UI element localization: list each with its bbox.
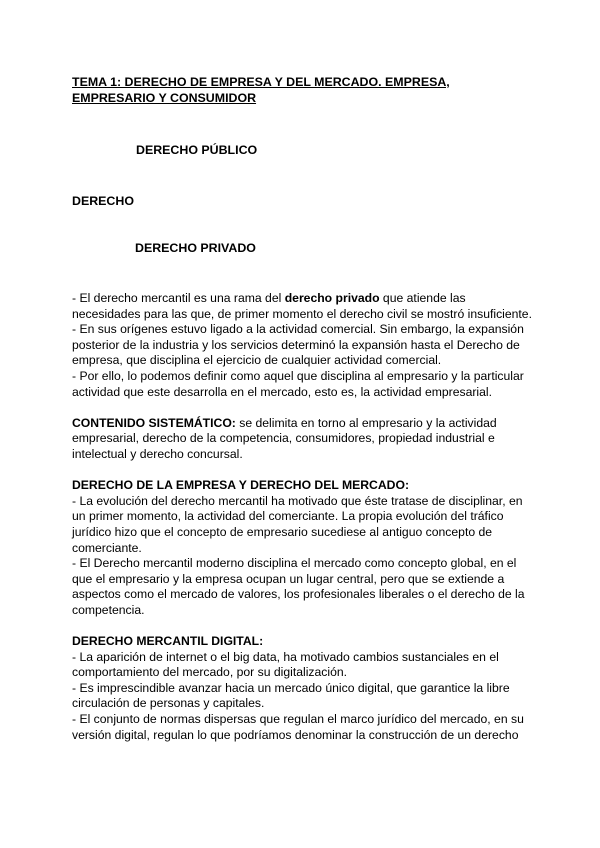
digital-paragraph-2: - Es imprescindible avanzar hacia un mercado único digital, que garantice la libre circulación de personas y capitales.	[72, 680, 510, 711]
digital-heading: DERECHO MERCANTIL DIGITAL:	[72, 634, 264, 649]
digital-paragraph-3: - El conjunto de normas dispersas que regulan el marco jurídico del mercado, en su versión digital, regulan lo que podríamos denominar la construcción de un derecho	[72, 712, 524, 742]
diagram-derecho: DERECHO	[72, 194, 134, 208]
title-line-2: EMPRESARIO Y CONSUMIDOR	[72, 91, 257, 105]
empresa-mercado-paragraph-1: - La evolución del derecho mercantil ha motivado que éste tratase de disciplinar, en un primer momento, la actividad del comerciante. La propia evolución del tráfico jurídico hizo que el concepto de empresario sucediese al antiguo concepto de comerciante.	[72, 493, 523, 555]
contenido-paragraph	[72, 416, 532, 463]
contenido-heading: CONTENIDO SISTEMÁTICO:	[72, 415, 236, 430]
intro-p1-text-start: - El derecho mercantil es una rama del	[72, 291, 285, 305]
digital-paragraph-1: - La aparición de internet o el big data, ha motivado cambios sustanciales en el comportamiento del mercado, por su digitalización.	[72, 649, 499, 680]
empresa-mercado-heading: DERECHO DE LA EMPRESA Y DERECHO DEL MERCADO:	[72, 478, 409, 493]
contenido-text: se delimita en torno al empresario y la actividad empresarial, derecho de la competencia, consumidores, propiedad industrial e intelectual y derecho concursal.	[72, 415, 497, 461]
intro-paragraph-3: - Por ello, lo podemos definir como aquel que disciplina al empresario y la particular actividad que este desarrolla en el mercado, esto es, la actividad empresarial.	[72, 368, 524, 399]
diagram-derecho-privado: DERECHO PRIVADO	[135, 241, 256, 255]
empresa-mercado-section	[72, 478, 532, 618]
intro-paragraph-2: - En sus orígenes estuvo ligado a la actividad comercial. Sin embargo, la expansión posterior de la industria y los servicios determinó la expansión hasta el Derecho de empresa, que disciplina el ejercicio de cualquier actividad comercial.	[72, 322, 524, 368]
contenido-section	[72, 416, 532, 463]
title-line-1: TEMA 1: DERECHO DE EMPRESA Y DEL MERCADO. EMPRESA,	[72, 75, 450, 89]
diagram-derecho-publico: DERECHO PÚBLICO	[136, 143, 258, 157]
intro-p1-text-end: que atiende las necesidades para las que, de primer momento el derecho civil se mostró insuficiente.	[72, 291, 532, 321]
digital-section	[72, 634, 532, 743]
document-title	[72, 74, 532, 106]
intro-p1-bold: derecho privado	[284, 291, 380, 305]
document-body	[72, 291, 532, 759]
empresa-mercado-paragraph-2: - El Derecho mercantil moderno disciplina el mercado como concepto global, en el que el empresario y la empresa ocupan un lugar central, pero que se extiende a aspectos como el mercado de valores, los profesionales liberales o el derecho de la competencia.	[72, 556, 525, 617]
intro-paragraph-1	[72, 291, 532, 322]
intro-section	[72, 291, 532, 400]
